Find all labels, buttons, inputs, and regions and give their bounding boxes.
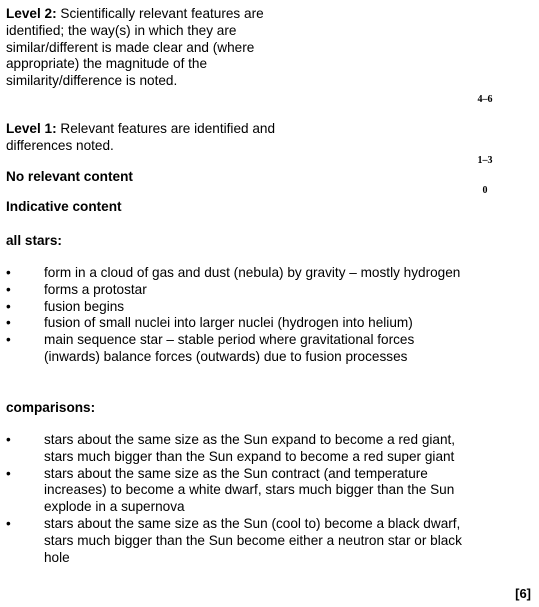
list-item-text: fusion of small nuclei into larger nuclei (hydrogen into helium) [44, 315, 413, 331]
list-item-text: stars about the same size as the Sun contract (and temperature increases) to become a white dwarf, stars much bigger than the Sun explode in a supernova [44, 465, 455, 515]
level-2-text: Scientifically relevant features are identified; the way(s) in which they are similar/different is made clear and (where appropriate) the magnitude of the similarity/difference is noted. [6, 6, 264, 89]
level-2-marks: 4–6 [477, 94, 493, 105]
list-item [6, 299, 462, 316]
indicative-content-heading: Indicative content [6, 199, 122, 214]
total-marks: [6] [515, 586, 531, 601]
level-1-text: Relevant features are identified and differences noted. [6, 121, 276, 153]
comparisons-heading: comparisons: [6, 400, 96, 415]
all-stars-heading: all stars: [6, 233, 62, 248]
list-item-text: fusion begins [44, 298, 125, 314]
list-item [6, 315, 462, 332]
list-item [6, 432, 462, 466]
bullet-icon: • [6, 332, 11, 348]
bullet-icon: • [6, 315, 11, 331]
level-2-heading: Level 2: [6, 6, 57, 21]
list-item-text: stars about the same size as the Sun (cool to) become a black dwarf, stars much bigger than the Sun become either a neutron star or black hole [44, 515, 462, 565]
list-item [6, 516, 462, 566]
bullet-icon: • [6, 281, 11, 297]
comparisons-list [6, 432, 462, 566]
no-relevant-content-label: No relevant content [6, 169, 133, 184]
list-item-text: stars about the same size as the Sun expand to become a red giant, stars much bigger than the Sun expand to become a red super giant [44, 432, 456, 464]
bullet-icon: • [6, 298, 11, 314]
level-2-descriptor [6, 6, 306, 90]
list-item [6, 265, 462, 282]
level-1-descriptor [6, 121, 306, 155]
bullet-icon: • [6, 515, 11, 531]
level-1-heading: Level 1: [6, 121, 57, 136]
list-item [6, 332, 462, 366]
bullet-icon: • [6, 432, 11, 447]
list-item-text: main sequence star – stable period where gravitational forces (inwards) balance forces (outwards) due to fusion processes [44, 332, 415, 364]
bullet-icon: • [6, 465, 11, 481]
list-item [6, 282, 462, 299]
all-stars-list [6, 265, 462, 366]
list-item-text: form in a cloud of gas and dust (nebula) by gravity – mostly hydrogen [44, 265, 461, 280]
list-item [6, 466, 462, 516]
no-relevant-content-marks: 0 [482, 185, 488, 196]
bullet-icon: • [6, 265, 11, 280]
level-1-marks: 1–3 [477, 155, 493, 166]
list-item-text: forms a protostar [44, 281, 147, 297]
